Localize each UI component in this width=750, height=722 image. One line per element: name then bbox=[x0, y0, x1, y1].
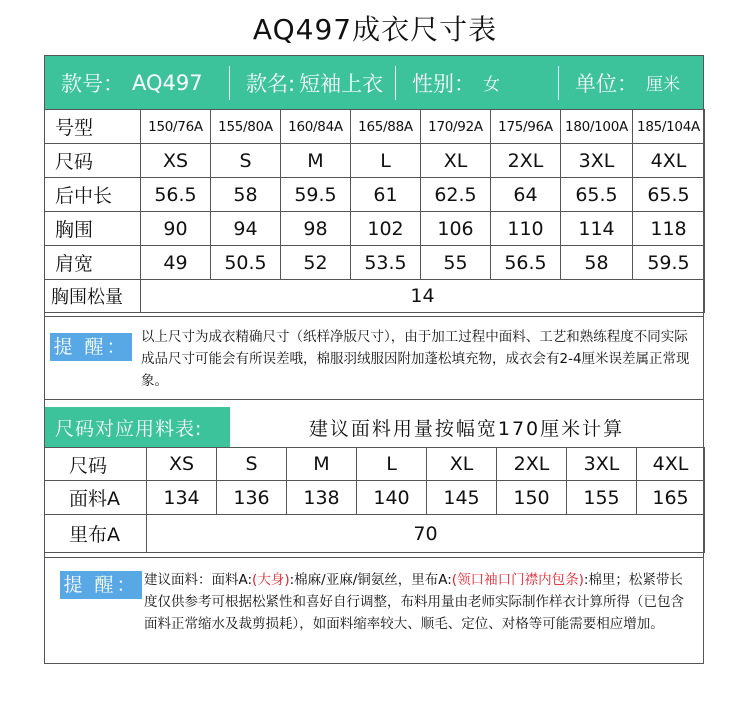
table-cell: XL bbox=[421, 144, 491, 178]
table-cell: 4XL bbox=[633, 144, 705, 178]
table-cell: 50.5 bbox=[211, 246, 281, 280]
row-label: 肩宽 bbox=[45, 246, 141, 280]
table-cell: 118 bbox=[633, 212, 705, 246]
reminder-text-part: :棉麻/亚麻/铜氨丝，里布A: bbox=[289, 572, 452, 588]
row-label: 面料A bbox=[45, 481, 147, 515]
table-cell: 134 bbox=[147, 481, 217, 515]
fabric-table bbox=[44, 447, 705, 553]
table-cell: 58 bbox=[561, 246, 633, 280]
table-row bbox=[45, 212, 705, 246]
table-row bbox=[45, 144, 705, 178]
style-number-label: 款号： bbox=[61, 71, 124, 96]
reminder-highlight: (大身) bbox=[252, 572, 290, 588]
table-cell: S bbox=[211, 144, 281, 178]
size-code-cell: 165/88A bbox=[351, 110, 421, 144]
table-cell: 98 bbox=[281, 212, 351, 246]
table-cell: 110 bbox=[491, 212, 561, 246]
unit-value: 厘米 bbox=[646, 75, 680, 95]
lining-value-cell: 70 bbox=[147, 515, 705, 553]
table-row bbox=[45, 246, 705, 280]
table-row bbox=[45, 448, 705, 481]
table-cell: 138 bbox=[287, 481, 357, 515]
fabric-section-label: 尺码对应用料表: bbox=[45, 407, 230, 447]
table-cell: 65.5 bbox=[633, 178, 705, 212]
table-cell: 150 bbox=[497, 481, 567, 515]
table-cell: 155 bbox=[567, 481, 637, 515]
gender bbox=[396, 66, 558, 100]
size-code-cell: 180/100A bbox=[561, 110, 633, 144]
style-name-label: 款名: bbox=[246, 71, 296, 96]
row-label: 号型 bbox=[45, 110, 141, 144]
table-cell: L bbox=[357, 448, 427, 481]
style-number-value: AQ497 bbox=[132, 70, 203, 95]
table-cell: 3XL bbox=[567, 448, 637, 481]
table-cell: 106 bbox=[421, 212, 491, 246]
reminder-text: 以上尺寸为成衣精确尺寸（纸样净版尺寸），由于加工过程中面料、工艺和熟练程度不同实际成品尺寸可能会有所误差哦，棉服羽绒服因附加蓬松填充物，成衣会有2-4厘米误差属正常现象。 bbox=[141, 329, 690, 389]
size-code-cell: 170/92A bbox=[421, 110, 491, 144]
reminder-tag: 提 醒： bbox=[50, 333, 132, 361]
table-row bbox=[45, 481, 705, 515]
header-divider bbox=[558, 66, 559, 100]
size-code-cell: 175/96A bbox=[491, 110, 561, 144]
table-cell: 94 bbox=[211, 212, 281, 246]
table-cell: 59.5 bbox=[633, 246, 705, 280]
table-cell: M bbox=[281, 144, 351, 178]
reminder-box bbox=[44, 316, 704, 400]
table-cell: XS bbox=[141, 144, 211, 178]
row-label: 胸围松量 bbox=[45, 280, 141, 313]
reminder-text-part: 建议面料：面料A: bbox=[144, 572, 253, 588]
fabric-section-header bbox=[45, 407, 703, 447]
reminder-highlight: (领口袖口门襟内包条) bbox=[451, 572, 584, 588]
table-cell: 114 bbox=[561, 212, 633, 246]
table-cell: 55 bbox=[421, 246, 491, 280]
style-name bbox=[230, 66, 395, 100]
table-cell: 2XL bbox=[491, 144, 561, 178]
header-divider bbox=[229, 66, 230, 100]
table-cell: 56.5 bbox=[141, 178, 211, 212]
table-cell: 65.5 bbox=[561, 178, 633, 212]
table-cell: M bbox=[287, 448, 357, 481]
row-label: 尺码 bbox=[45, 144, 141, 178]
table-cell: 2XL bbox=[497, 448, 567, 481]
size-table bbox=[44, 109, 705, 313]
unit bbox=[559, 66, 703, 100]
size-code-cell: 160/84A bbox=[281, 110, 351, 144]
table-cell: 58 bbox=[211, 178, 281, 212]
fabric-width-note: 建议面料用量按幅宽170厘米计算 bbox=[230, 407, 703, 447]
table-row bbox=[45, 110, 705, 144]
table-row bbox=[45, 178, 705, 212]
table-cell: 90 bbox=[141, 212, 211, 246]
table-cell: L bbox=[351, 144, 421, 178]
gender-label: 性别： bbox=[412, 71, 475, 96]
table-cell: 140 bbox=[357, 481, 427, 515]
table-row bbox=[45, 280, 705, 313]
size-code-cell: 150/76A bbox=[141, 110, 211, 144]
table-cell: 61 bbox=[351, 178, 421, 212]
row-label: 后中长 bbox=[45, 178, 141, 212]
table-cell: XS bbox=[147, 448, 217, 481]
page-title: AQ497成衣尺寸表 bbox=[252, 13, 498, 46]
table-cell: 102 bbox=[351, 212, 421, 246]
reminder-tag: 提 醒： bbox=[60, 571, 142, 599]
size-code-cell: 155/80A bbox=[211, 110, 281, 144]
reminder-text bbox=[144, 569, 696, 635]
row-label: 里布A bbox=[45, 515, 147, 553]
table-cell: S bbox=[217, 448, 287, 481]
unit-label: 单位： bbox=[575, 71, 638, 96]
gender-value: 女 bbox=[483, 75, 500, 95]
info-header bbox=[45, 56, 703, 109]
style-name-value: 短袖上衣 bbox=[299, 71, 384, 96]
table-cell: XL bbox=[427, 448, 497, 481]
row-label: 胸围 bbox=[45, 212, 141, 246]
table-cell: 145 bbox=[427, 481, 497, 515]
reminder-text-part: :棉里；松紧带长度仅供参考可根据松紧性和喜好自行调整，布料用量由老师实际制作样衣计算所得（已包含面料正常缩水及裁剪损耗），如面料缩率较大、顺毛、定位、对格等可能需要相应增加。 bbox=[144, 572, 684, 632]
table-cell: 4XL bbox=[637, 448, 705, 481]
reminder-box bbox=[44, 557, 704, 664]
ease-value-cell: 14 bbox=[141, 280, 705, 313]
table-cell: 3XL bbox=[561, 144, 633, 178]
table-cell: 56.5 bbox=[491, 246, 561, 280]
table-cell: 53.5 bbox=[351, 246, 421, 280]
style-number bbox=[45, 66, 229, 100]
table-row bbox=[45, 515, 705, 553]
table-cell: 62.5 bbox=[421, 178, 491, 212]
table-cell: 49 bbox=[141, 246, 211, 280]
table-cell: 52 bbox=[281, 246, 351, 280]
size-code-cell: 185/104A bbox=[633, 110, 705, 144]
table-cell: 59.5 bbox=[281, 178, 351, 212]
header-divider bbox=[395, 66, 396, 100]
table-cell: 64 bbox=[491, 178, 561, 212]
table-cell: 136 bbox=[217, 481, 287, 515]
row-label: 尺码 bbox=[45, 448, 147, 481]
table-cell: 165 bbox=[637, 481, 705, 515]
